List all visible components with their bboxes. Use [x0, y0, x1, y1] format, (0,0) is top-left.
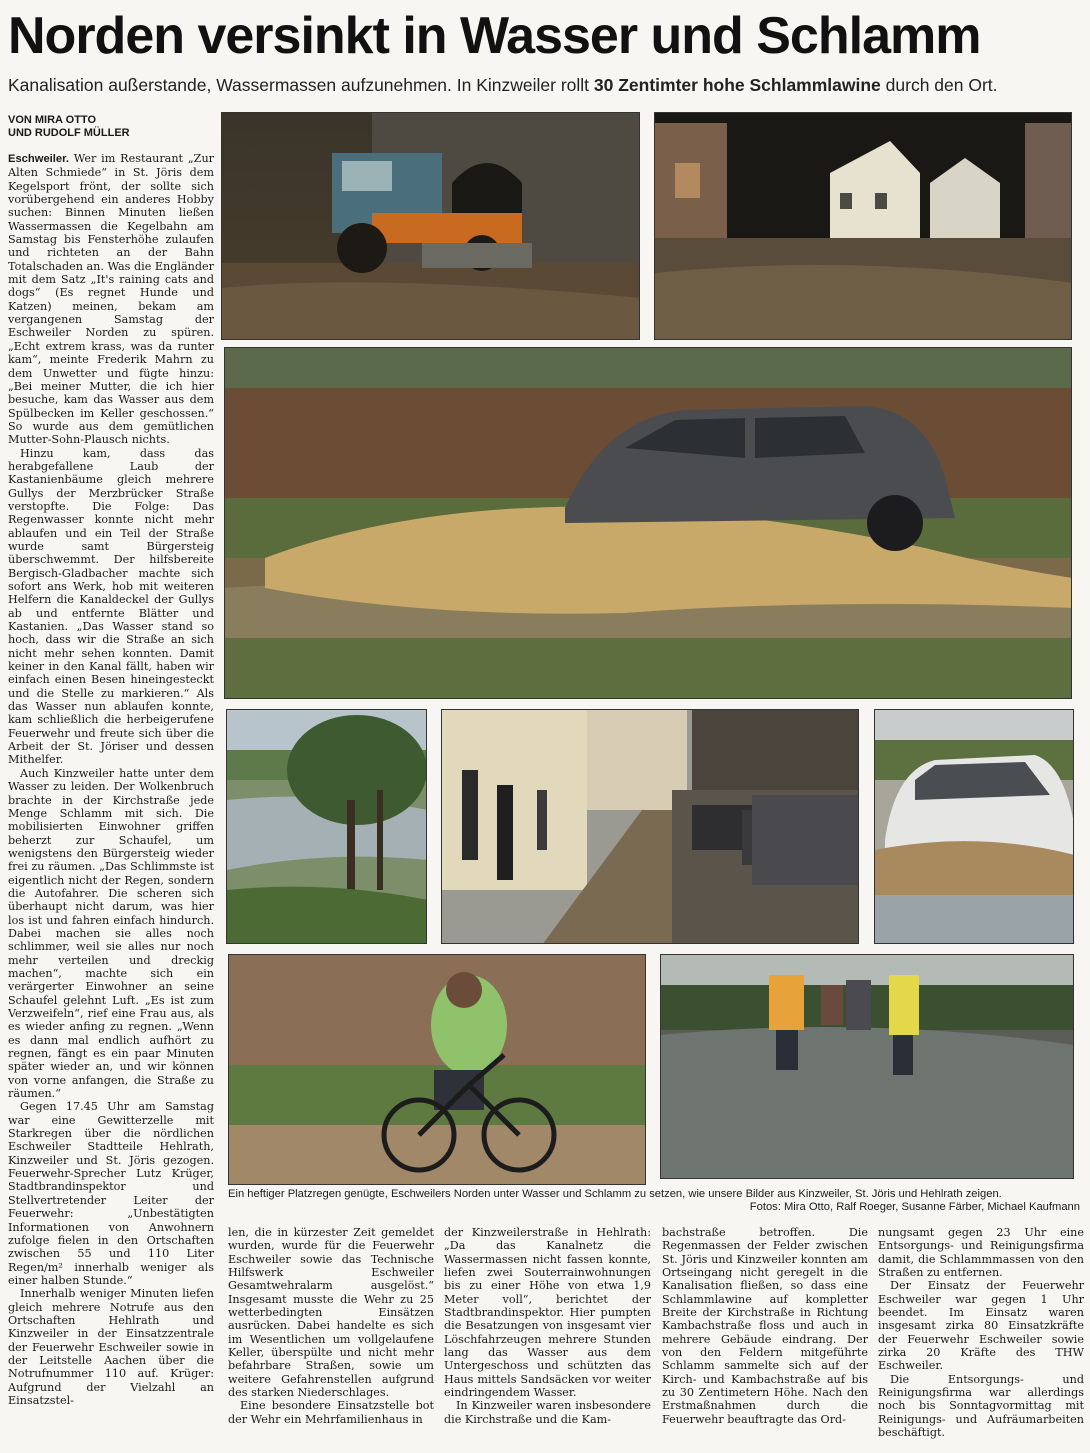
photo-tractor-image	[222, 113, 640, 340]
subheadline	[8, 74, 1084, 96]
subheadline-part2: durch den Ort.	[880, 75, 998, 95]
photo-village-image	[655, 113, 1072, 340]
byline	[8, 114, 208, 140]
photo-village-night	[654, 112, 1072, 340]
photo-field-image	[227, 710, 427, 944]
paragraph	[8, 152, 214, 447]
subheadline-bold: 30 Zentimter hohe Schlammlawine	[593, 75, 881, 95]
paragraph: nungsamt gegen 23 Uhr eine Entsorgungs- und Reinigungsfirma damit, die Schlammmassen von den Straßen zu entfernen.	[878, 1226, 1084, 1280]
photo-flooded-field	[226, 709, 427, 944]
article-column-4	[662, 1226, 868, 1450]
paragraph: Eine besondere Einsatzstelle bot der Wehr ein Mehrfamilienhaus in	[228, 1399, 434, 1426]
photo-street-image	[442, 710, 859, 944]
article-column-5	[878, 1226, 1084, 1450]
article-column-2	[228, 1226, 434, 1450]
paragraph: Auch Kinzweiler hatte unter dem Wasser zu leiden. Der Wolkenbruch brachte in der Kirchstraße jede Menge Schlamm mit sich. Die mobilisierten Einwohner griffen beherzt zur Schaufel, um wenigstens den Bürgersteig wieder frei zu räumen. „Das Schlimmste ist eigentlich nicht der Regen, sondern die Autofahrer. Die scheren sich überhaupt nicht darum, was hier los ist und fahren einfach hindurch. Dabei machen sie alles noch schlimmer, weil sie alles nur noch mehr verteilen und dreckig machen“, machte sich ein verärgerter Einwohner an seine Schaufel gelehnt Luft. „Es ist zum Verzweifeln“, rief eine Frau aus, als es wieder anfing zu regnen. „Wenn es dann mal endlich aufhört zu regnen, fängt es ein paar Minuten später wieder an, und wir können von vorne anfangen, die Straße zu räumen.“	[8, 766, 214, 1101]
photo-caption: Ein heftiger Platzregen genügte, Eschweilers Norden unter Wasser und Schlamm zu setzen, wie unsere Bilder aus Kinzweiler, St. Jöris und Hehlrath zeigen.	[228, 1188, 1002, 1200]
photo-firefighters-image	[661, 955, 1074, 1179]
headline: Norden versinkt in Wasser und Schlamm	[8, 7, 981, 65]
photo-car-flood	[224, 347, 1072, 699]
photo-tractor-night	[221, 112, 640, 340]
paragraph: Gegen 17.45 Uhr am Samstag war eine Gewitterzelle mit Starkregen über die nördlichen Eschweiler Stadtteile Hehlrath, Kinzweiler und St. Jöris gezogen. Feuerwehr-Sprecher Lutz Krüger, Stadtbrandinspektor und Stellvertretender Leiter der Feuerwehr: „Unbestätigten Informationen von Anwohnern zufolge fielen in den Ortschaften zwischen 55 und 110 Liter Regen/m² innerhalb weniger als einer halben Stunde.“	[8, 1100, 214, 1287]
article-column-3	[444, 1226, 651, 1450]
photo-cyclist	[228, 954, 646, 1185]
paragraph: der Kinzweilerstraße in Hehlrath: „Da das Kanalnetz die Wassermassen nicht fassen konnte, liefen zwei Souterrainwohnungen bis zu einer Höhe von etwa 1,9 Meter voll“, berichtet der Stadtbrandinspektor. Hier pumpten die Besatzungen von insgesamt vier Löschfahrzeugen mehrere Stunden lang das Wasser aus dem Untergeschoss und schützten das Haus mittels Sandsäcken vor weiter eindringendem Wasser.	[444, 1226, 651, 1400]
photo-car-image	[225, 348, 1072, 699]
paragraph: Der Einsatz der Feuerwehr Eschweiler war gegen 1 Uhr beendet. Im Einsatz waren insgesamt zirka 80 Einsatzkräfte der Feuerwehr Eschweiler sowie zirka 20 Kräfte des THW Eschweiler.	[878, 1279, 1084, 1373]
paragraph: Die Entsorgungs- und Reinigungsfirma war allerdings noch bis Sonntagvormittag mit Reinigungs- und Aufräumarbeiten beschäftigt.	[878, 1372, 1084, 1440]
photo-white-car	[874, 709, 1074, 944]
byline-line-1: VON MIRA OTTO	[8, 114, 96, 126]
photo-white-car-image	[875, 710, 1074, 944]
paragraph: Innerhalb weniger Minuten liefen gleich mehrere Notrufe aus den Ortschaften Hehlrath und Kinzweiler in der Einsatzzentrale der Feuerwehr Eschweiler sowie in der Leitstelle Aachen über die Notrufnummer 110 auf. Krüger: Aufgrund der Vielzahl an Einsatzstel-	[8, 1287, 214, 1407]
dateline: Eschweiler.	[8, 153, 69, 165]
photo-street-mud	[441, 709, 859, 944]
byline-line-2: UND RUDOLF MÜLLER	[8, 127, 130, 139]
article-column-1	[8, 152, 214, 1450]
paragraph: In Kinzweiler waren insbesondere die Kirchstraße und die Kam-	[444, 1399, 651, 1426]
subheadline-part1: Kanalisation außerstande, Wassermassen aufzunehmen. In Kinzweiler rollt	[8, 75, 594, 95]
photo-cyclist-image	[229, 955, 646, 1185]
paragraph-text: Wer im Restaurant „Zur Alten Schmiede“ in St. Jöris dem Kegelsport frönt, der sollte sich vorübergehend ein anderes Hobby suchen: Binnen Minuten ließen Wassermassen die Kegelbahn am Samstag bis Fensterhöhe zulaufen und richteten an der Bahn Totalschaden an. Was die Engländer mit dem Satz „It's raining cats and dogs“ (Es regnet Hunde und Katzen) meinen, bekam am vergangenen Samstag der Eschweiler Norden zu spüren. „Echt extrem krass, was da runter kam“, meinte Frederik Mahrn zu dem Unwetter und fügte hinzu: „Bei meiner Mutter, die ich hier besuche, kam das Wasser aus dem Spülbecken im Keller geschossen.“ So wurde aus dem gemütlichen Mutter-Sohn-Plausch nichts.	[8, 152, 214, 447]
paragraph: Hinzu kam, dass das herabgefallene Laub der Kastanienbäume gleich mehrere Gullys der Merzbrücker Straße verstopfte. Die Folge: Das Regenwasser konnte nicht mehr ablaufen und ein Teil der Straße wurde samt Bürgersteig überschwemmt. Der hilfsbereite Bergisch-Gladbacher machte sich sofort ans Werk, hob mit weiteren Helfern die Kanaldeckel der Gullys ab und entfernte Blätter und Kastanien. „Das Wasser stand so hoch, dass wir die Straße an sich nicht mehr sehen konnten. Damit keiner in den Kanal fällt, haben wir einfach einen Besen hineingesteckt und die Stelle zu markieren.“ Als das Wasser nun ablaufen konnte, kam schließlich die herbeigerufene Feuerwehr und freute sich über die Arbeit der St. Jöriser und dessen Mithelfer.	[8, 446, 214, 767]
photo-firefighters	[660, 954, 1074, 1179]
paragraph: len, die in kürzester Zeit gemeldet wurden, wurde für die Feuerwehr Eschweiler sowie das Technische Hilfswerk Eschweiler Gesamtwehralarm ausgelöst.“ Insgesamt musste die Wehr zu 25 wetterbedingten Einsätzen ausrücken. Dabei handelte es sich im Wesentlichen um vollgelaufene Keller, überspülte und nicht mehr befahrbare Straßen, sowie um weitere Gefahrenstellen aufgrund des starken Niederschlages.	[228, 1226, 434, 1400]
photo-credits: Fotos: Mira Otto, Ralf Roeger, Susanne Färber, Michael Kaufmann	[749, 1201, 1080, 1213]
paragraph: bachstraße betroffen. Die Regenmassen der Felder zwischen St. Jöris und Kinzweiler konnten am Ortseingang nicht geregelt in die Kanalisation fließen, so dass eine Schlammlawine auf kompletter Breite der Kirchstraße in Richtung Kambachstraße floss und auch in mehrere Gebäude eindrang. Der von den Feldern mitgeführte Schlamm sammelte sich auf der Kirch- und Kambachstraße auf bis zu 30 Zentimetern Höhe. Nach den Erstmaßnahmen durch die Feuerwehr beauftragte das Ord-	[662, 1226, 868, 1426]
